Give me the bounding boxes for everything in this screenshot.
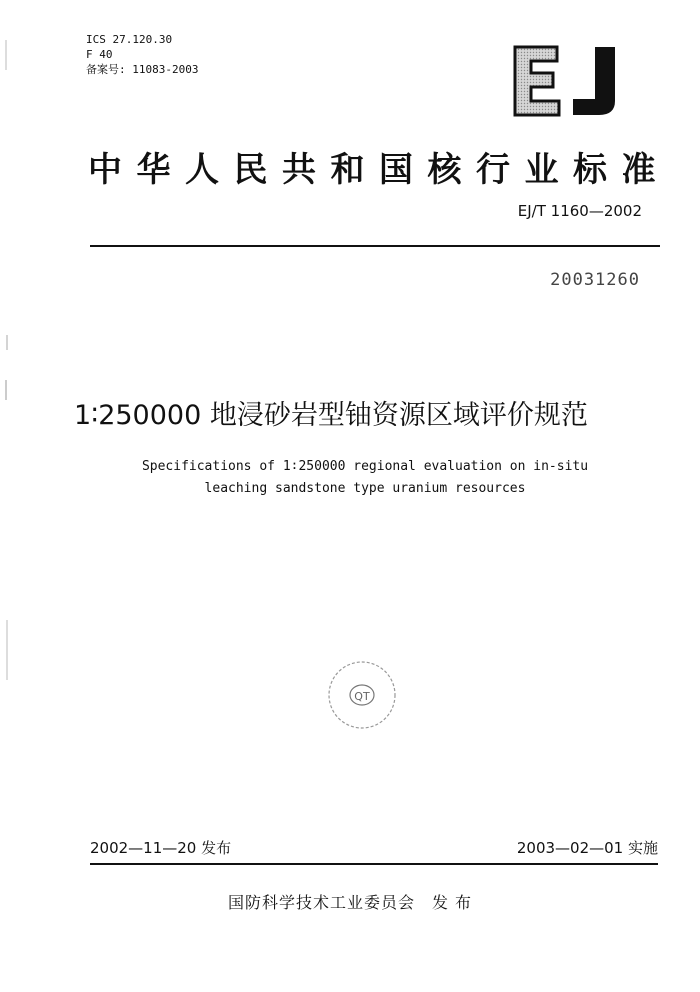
header-meta (86, 32, 198, 77)
english-title-line-1: Specifications of 1∶250000 regional evaluation on in-situ (141, 459, 589, 474)
category-code: F 40 (86, 48, 113, 61)
standard-title: 中华人民共和国核行业标准 (88, 150, 670, 190)
handwritten-number: 20031260 (550, 270, 640, 290)
english-title-line-2: leaching sandstone type uranium resources (204, 481, 526, 496)
seal-text: QT (354, 690, 370, 703)
standard-code: EJ/T 1160—2002 (517, 202, 642, 220)
footer-rule (90, 863, 658, 865)
implement-date: 2003—02—01 实施 (516, 839, 658, 857)
scan-margin-marks (0, 0, 14, 992)
issuer: 国防科学技术工业委员会 发 布 (227, 893, 473, 912)
header-rule (90, 245, 660, 247)
english-title (100, 456, 630, 500)
library-seal-stamp (324, 660, 400, 730)
ej-logo (511, 45, 621, 117)
document-title: 1∶250000 地浸砂岩型铀资源区域评价规范 (74, 400, 588, 431)
filing-number: 备案号: 11083-2003 (86, 63, 199, 76)
issue-date: 2002—11—20 发布 (90, 839, 232, 857)
ics-code: ICS 27.120.30 (86, 33, 173, 46)
